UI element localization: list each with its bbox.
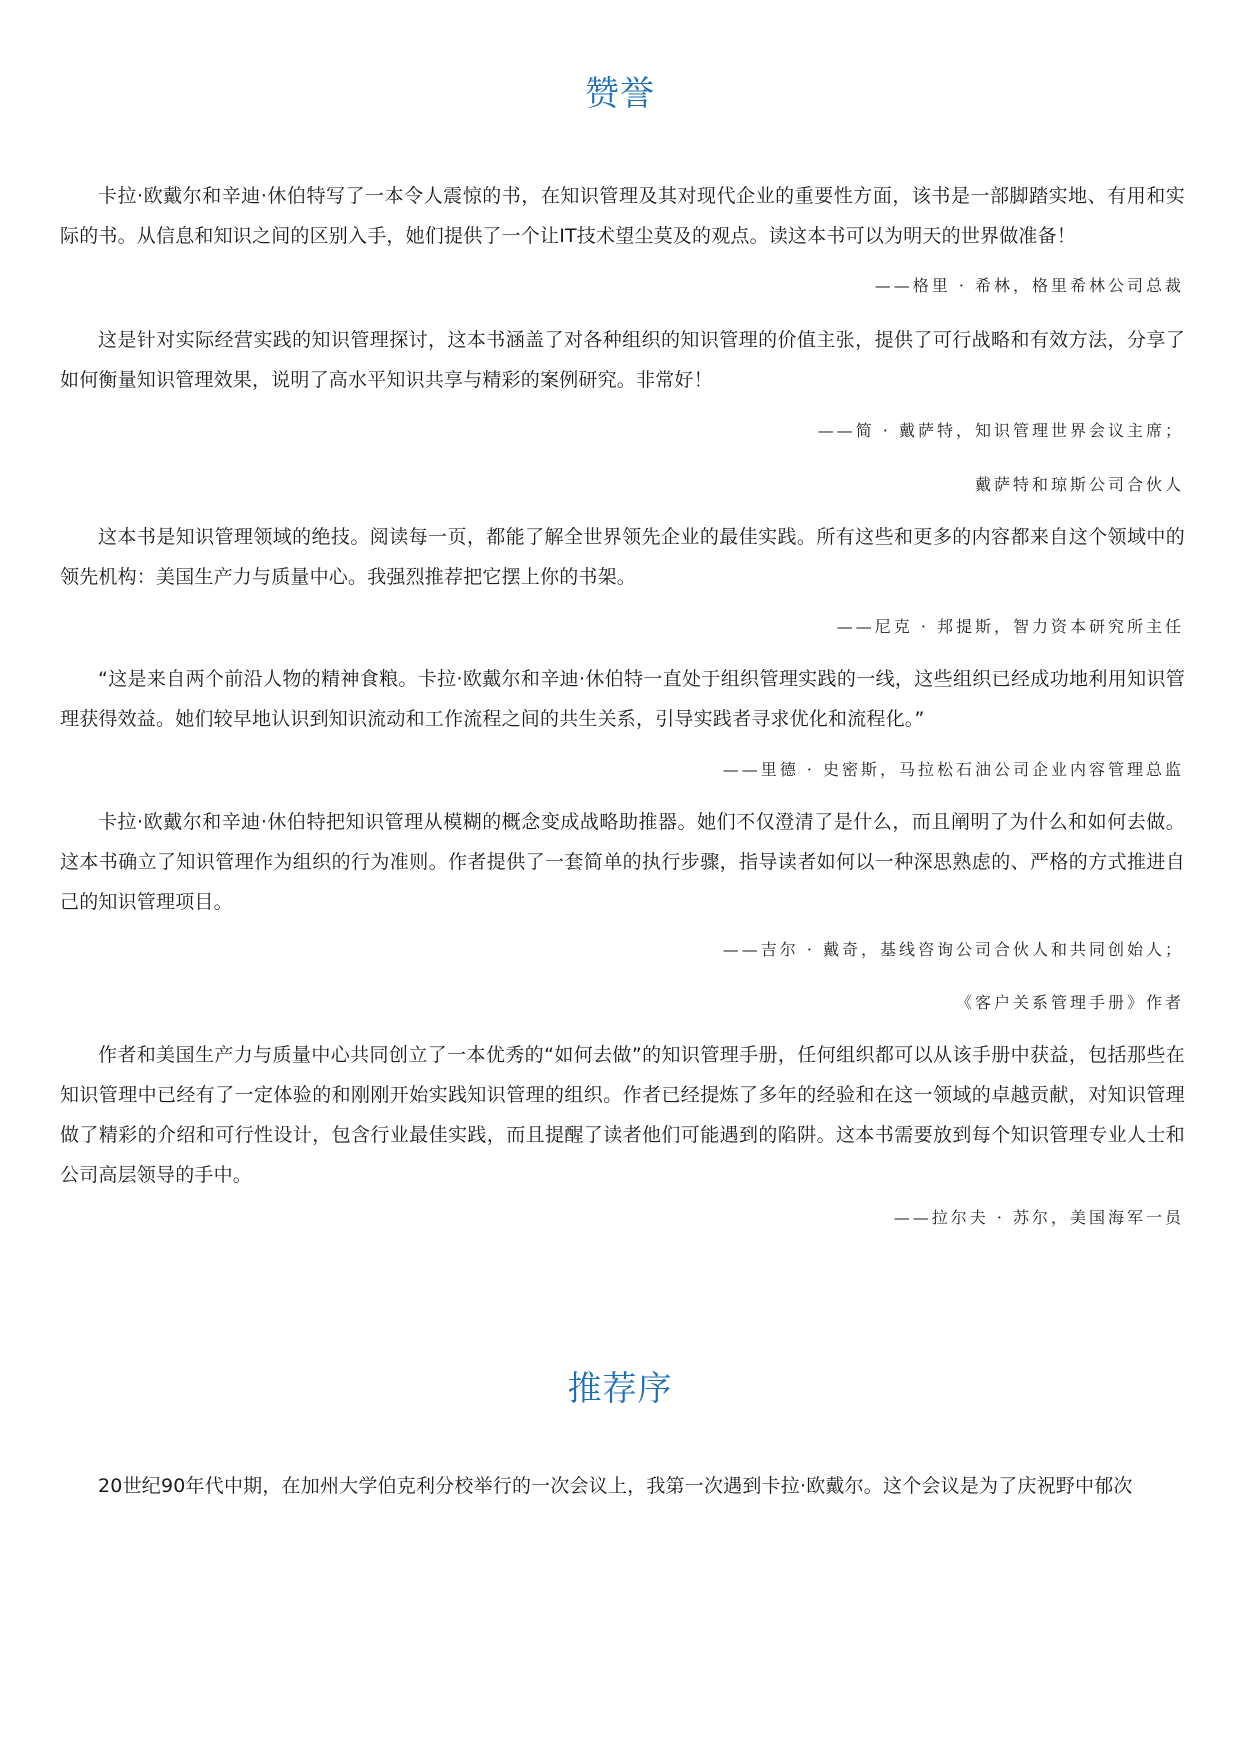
praise-paragraph-4: “这是来自两个前沿人物的精神食粮。卡拉·欧戴尔和辛迪·休伯特一直处于组织管理实践的一线，这些组织已经成功地利用知识管理获得效益。她们较早地认识到知识流动和工作流程之间的共生关系，引导实践者寻求优化和流程化。” [60,668,1185,730]
praise-attribution-1: ——格里 · 希林，格里希林公司总裁 [874,276,1184,295]
praise-attribution-2a: ——简 · 戴萨特，知识管理世界会议主席； [817,421,1184,440]
praise-paragraph-5: 卡拉·欧戴尔和辛迪·休伯特把知识管理从模糊的概念变成战略助推器。她们不仅澄清了是什么，而且阐明了为什么和如何去做。这本书确立了知识管理作为组织的行为准则。作者提供了一套简单的执行步骤，指导读者如何以一种深思熟虑的、严格的方式推进自己的知识管理项目。 [60,811,1185,913]
praise-attribution-5a: ——吉尔 · 戴奇，基线咨询公司合伙人和共同创始人； [722,940,1184,959]
foreword-section-title: 推荐序 [567,1369,673,1409]
praise-attribution-4: ——里德 · 史密斯，马拉松石油公司企业内容管理总监 [722,760,1184,779]
praise-paragraph-1: 卡拉·欧戴尔和辛迪·休伯特写了一本令人震惊的书，在知识管理及其对现代企业的重要性方面，该书是一部脚踏实地、有用和实际的书。从信息和知识之间的区别入手，她们提供了一个让IT技术望尘莫及的观点。读这本书可以为明天的世界做准备！ [60,185,1185,247]
praise-paragraph-3: 这本书是知识管理领域的绝技。阅读每一页，都能了解全世界领先企业的最佳实践。所有这些和更多的内容都来自这个领域中的领先机构：美国生产力与质量中心。我强烈推荐把它摆上你的书架。 [60,526,1185,588]
praise-attribution-3: ——尼克 · 邦提斯，智力资本研究所主任 [836,617,1184,636]
praise-attribution-5b: 《客户关系管理手册》作者 [955,993,1184,1012]
praise-section-title: 赞誉 [585,74,655,114]
praise-paragraph-2: 这是针对实际经营实践的知识管理探讨，这本书涵盖了对各种组织的知识管理的价值主张，提供了可行战略和有效方法，分享了如何衡量知识管理效果，说明了高水平知识共享与精彩的案例研究。非常好！ [60,329,1185,391]
praise-attribution-6: ——拉尔夫 · 苏尔，美国海军一员 [893,1208,1184,1227]
praise-paragraph-6: 作者和美国生产力与质量中心共同创立了一本优秀的“如何去做”的知识管理手册，任何组织都可以从该手册中获益，包括那些在知识管理中已经有了一定体验的和刚刚开始实践知识管理的组织。作者已经提炼了多年的经验和在这一领域的卓越贡献，对知识管理做了精彩的介绍和可行性设计，包含行业最佳实践，而且提醒了读者他们可能遇到的陷阱。这本书需要放到每个知识管理专业人士和公司高层领导的手中。 [60,1044,1185,1186]
praise-attribution-2b: 戴萨特和琼斯公司合伙人 [974,475,1184,494]
foreword-paragraph-1: 20世纪90年代中期，在加州大学伯克利分校举行的一次会议上，我第一次遇到卡拉·欧戴尔。这个会议是为了庆祝野中郁次 [98,1475,1133,1497]
